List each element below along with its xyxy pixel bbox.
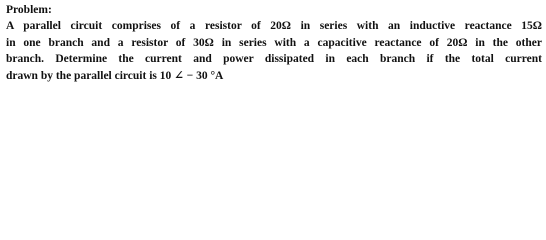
- problem-text-line-4: drawn by the parallel circuit is 10 ∠ − 30 °A: [6, 69, 224, 82]
- problem-heading: Problem:: [6, 4, 52, 16]
- problem-block: [6, 2, 542, 84]
- problem-text-line-1: A parallel circuit comprises of a resistor of 20Ω in series with an inductive reactance 15Ω: [6, 20, 542, 32]
- problem-text-line-2: in one branch and a resistor of 30Ω in series with a capacitive reactance of 20Ω in the other: [6, 36, 542, 49]
- problem-text-line-3: branch. Determine the current and power dissipated in each branch if the total current: [6, 53, 542, 65]
